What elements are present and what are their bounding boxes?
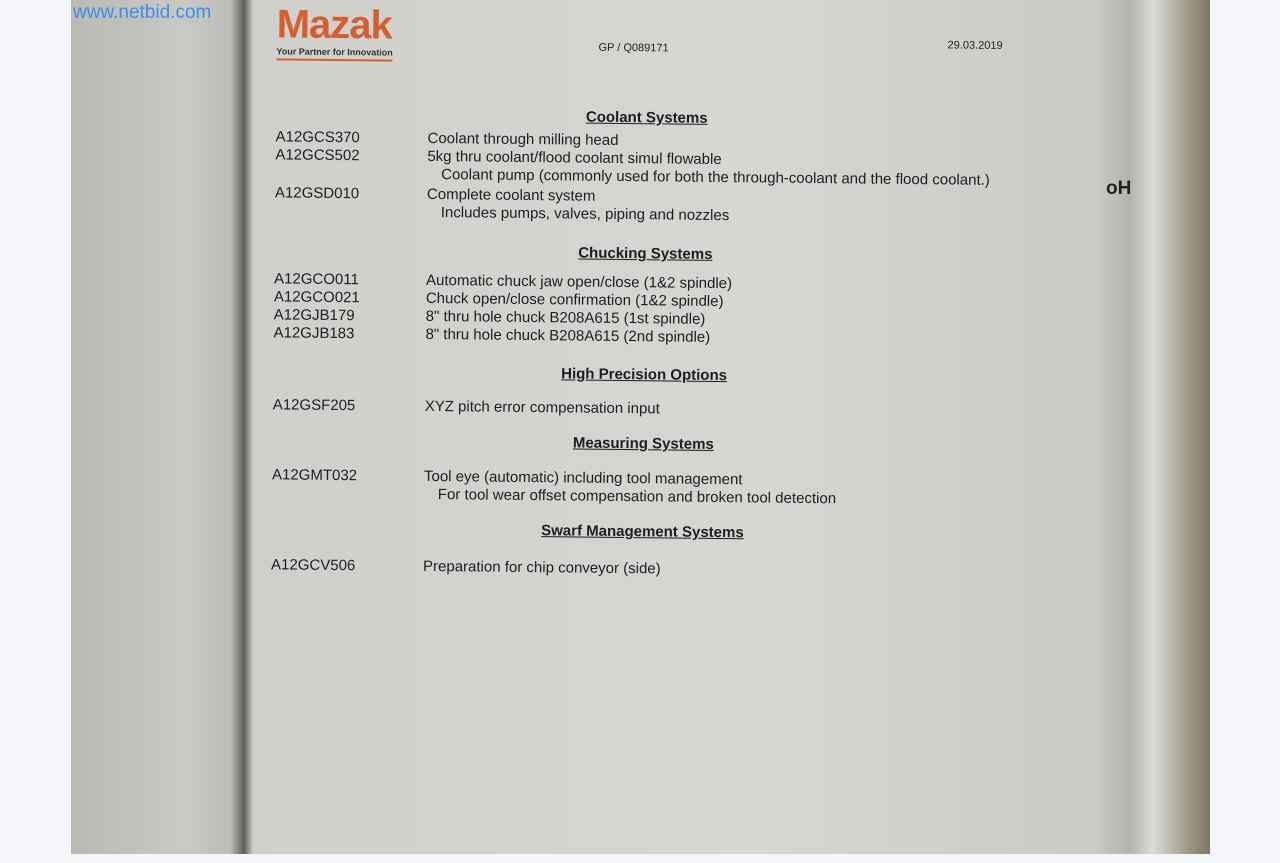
option-description (424, 468, 837, 508)
description-line: Preparation for chip conveyor (side) (422, 557, 661, 578)
description-line: Coolant pump (commonly used for both the through-coolant and the flood coolant.) (441, 166, 990, 189)
option-description (427, 130, 618, 150)
description-line: Complete coolant system (426, 185, 596, 205)
option-description (427, 148, 990, 190)
option-code: A12GSF205 (272, 396, 356, 415)
option-description (423, 558, 661, 578)
description-line: Automatic chuck jaw open/close (1&2 spindle) (425, 271, 733, 293)
option-code: A12GCV506 (270, 556, 356, 575)
description-line: Includes pumps, valves, piping and nozzles (440, 204, 730, 225)
option-code: A12GJB183 (273, 324, 355, 343)
logo-tagline: Your Partner for Innovation (276, 46, 392, 61)
description-line: XYZ pitch error compensation input (424, 397, 660, 418)
description-line: 8" thru hole chuck B208A615 (2nd spindle) (425, 325, 711, 346)
mazak-logo (276, 2, 393, 61)
adjacent-page-text: oH (1106, 178, 1132, 199)
watermark: www.netbid.com (73, 2, 212, 23)
option-code: A12GJB179 (273, 306, 355, 325)
option-code: A12GMT032 (271, 466, 358, 485)
description-line: 8" thru hole chuck B208A615 (1st spindle) (425, 307, 706, 328)
section-title: Measuring Systems (572, 434, 714, 453)
section-title: Coolant Systems (585, 108, 708, 127)
option-description (425, 326, 710, 347)
quote-date: 29.03.2019 (947, 39, 1003, 52)
option-description (425, 398, 660, 418)
option-code: A12GCS370 (275, 128, 360, 147)
option-code: A12GCO011 (273, 270, 359, 289)
description-line: Coolant through milling head (427, 129, 619, 149)
quote-reference: GP / Q089171 (598, 41, 669, 55)
description-line: Tool eye (automatic) including tool management (423, 467, 743, 489)
description-line: 5kg thru coolant/flood coolant simul flowable (427, 147, 722, 169)
quotation-page (234, 0, 1113, 863)
section-title: Swarf Management Systems (541, 522, 744, 542)
logo-word: Mazak (276, 2, 393, 48)
option-description (427, 186, 730, 225)
option-code: A12GCO021 (273, 288, 360, 307)
description-line: For tool wear offset compensation and broken tool detection (437, 486, 837, 508)
description-line: Chuck open/close confirmation (1&2 spindle) (425, 289, 724, 311)
option-code: A12GCS502 (275, 146, 360, 165)
section-title: High Precision Options (561, 365, 728, 385)
option-code: A12GSD010 (274, 184, 360, 203)
section-title: Chucking Systems (578, 244, 713, 263)
